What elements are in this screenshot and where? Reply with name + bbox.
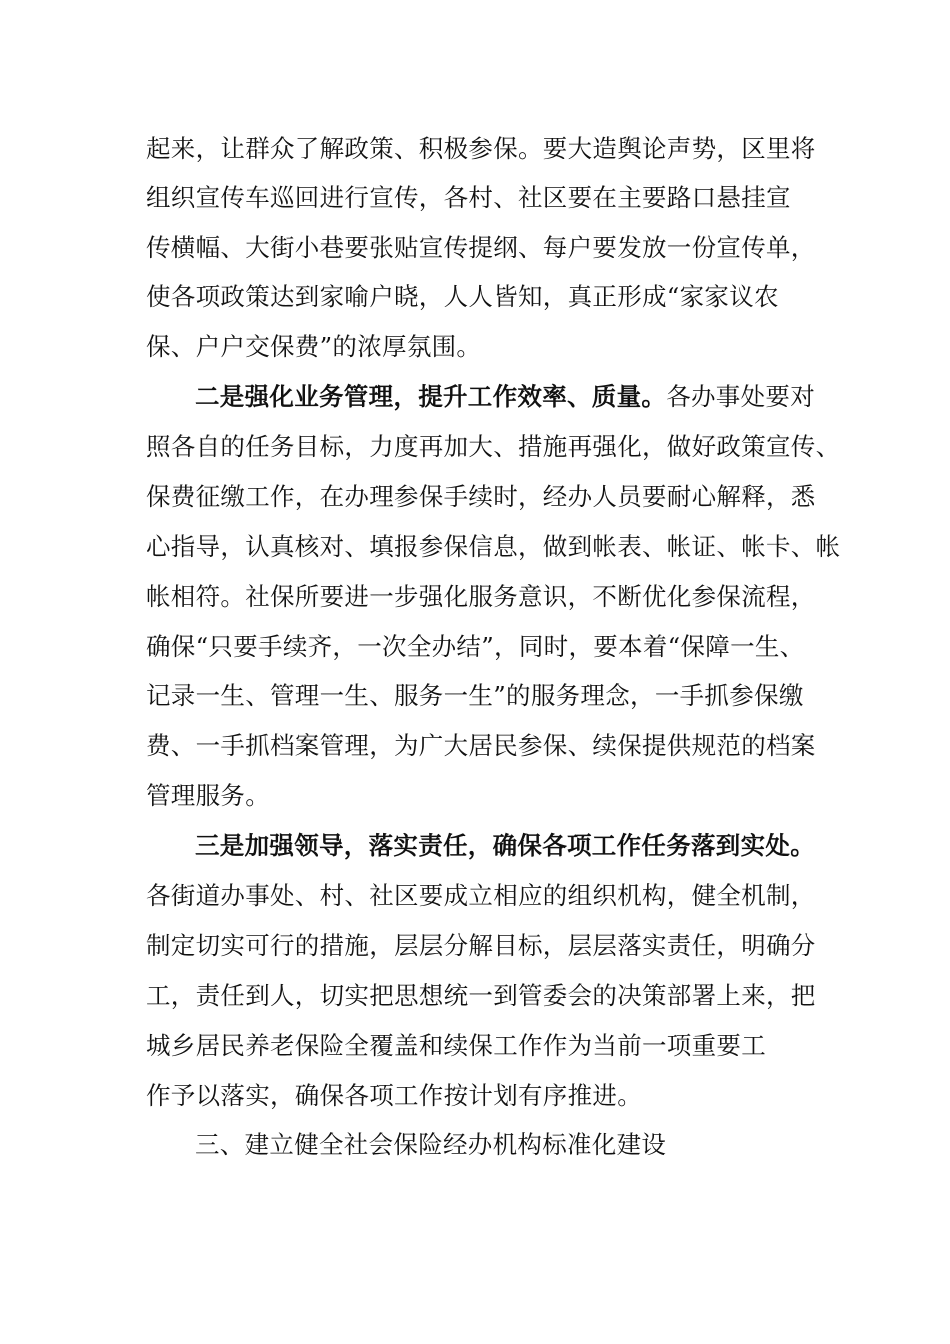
paragraph-2-line-9: 管理服务。 (146, 781, 270, 810)
paragraph-2-line-3: 保费征缴工作，在办理参保手续时，经办人员要耐心解释，悉 (146, 482, 816, 511)
paragraph-3-line-4: 工，责任到人，切实把思想统一到管委会的决策部署上来，把 (146, 981, 816, 1010)
paragraph-2-line-6: 确保“只要手续齐，一次全办结”，同时，要本着“保障一生、 (146, 632, 805, 661)
paragraph-1-line-1: 起来，让群众了解政策、积极参保。要大造舆论声势，区里将 (146, 134, 816, 163)
paragraph-2-line-8: 费、一手抓档案管理，为广大居民参保、续保提供规范的档案 (146, 731, 816, 760)
paragraph-1-line-4: 使各项政策达到家喻户晓，人人皆知，真正形成“家家议农 (146, 282, 779, 311)
paragraph-1-line-3: 传横幅、大街小巷要张贴宣传提纲、每户要发放一份宣传单， (146, 233, 816, 262)
paragraph-2-heading: 二是强化业务管理，提升工作效率、质量。 (195, 382, 667, 411)
paragraph-1-line-5: 保、户户交保费”的浓厚氛围。 (146, 332, 482, 361)
paragraph-3-line-2: 各街道办事处、村、社区要成立相应的组织机构，健全机制， (146, 881, 816, 910)
paragraph-2-first-line (195, 382, 816, 411)
paragraph-3-line-5: 城乡居民养老保险全覆盖和续保工作作为当前一项重要工 (146, 1031, 766, 1060)
paragraph-2-line-2: 照各自的任务目标，力度再加大、措施再强化，做好政策宣传、 (146, 432, 841, 461)
paragraph-2-line-5: 帐相符。社保所要进一步强化服务意识，不断优化参保流程， (146, 582, 816, 611)
paragraph-2-first-line-rest: 各办事处要对 (666, 382, 816, 411)
paragraph-3-heading: 三是加强领导，落实责任，确保各项工作任务落到实处。 (195, 831, 815, 860)
paragraph-3-line-6: 作予以落实，确保各项工作按计划有序推进。 (146, 1081, 642, 1110)
paragraph-2-line-7: 记录一生、管理一生、服务一生”的服务理念，一手抓参保缴 (146, 681, 804, 710)
paragraph-1-line-2: 组织宣传车巡回进行宣传，各村、社区要在主要路口悬挂宣 (146, 183, 791, 212)
paragraph-3-line-3: 制定切实可行的措施，层层分解目标，层层落实责任，明确分 (146, 931, 816, 960)
section-heading: 三、建立健全社会保险经办机构标准化建设 (195, 1130, 667, 1159)
paragraph-2-line-4: 心指导，认真核对、填报参保信息，做到帐表、帐证、帐卡、帐 (146, 532, 841, 561)
